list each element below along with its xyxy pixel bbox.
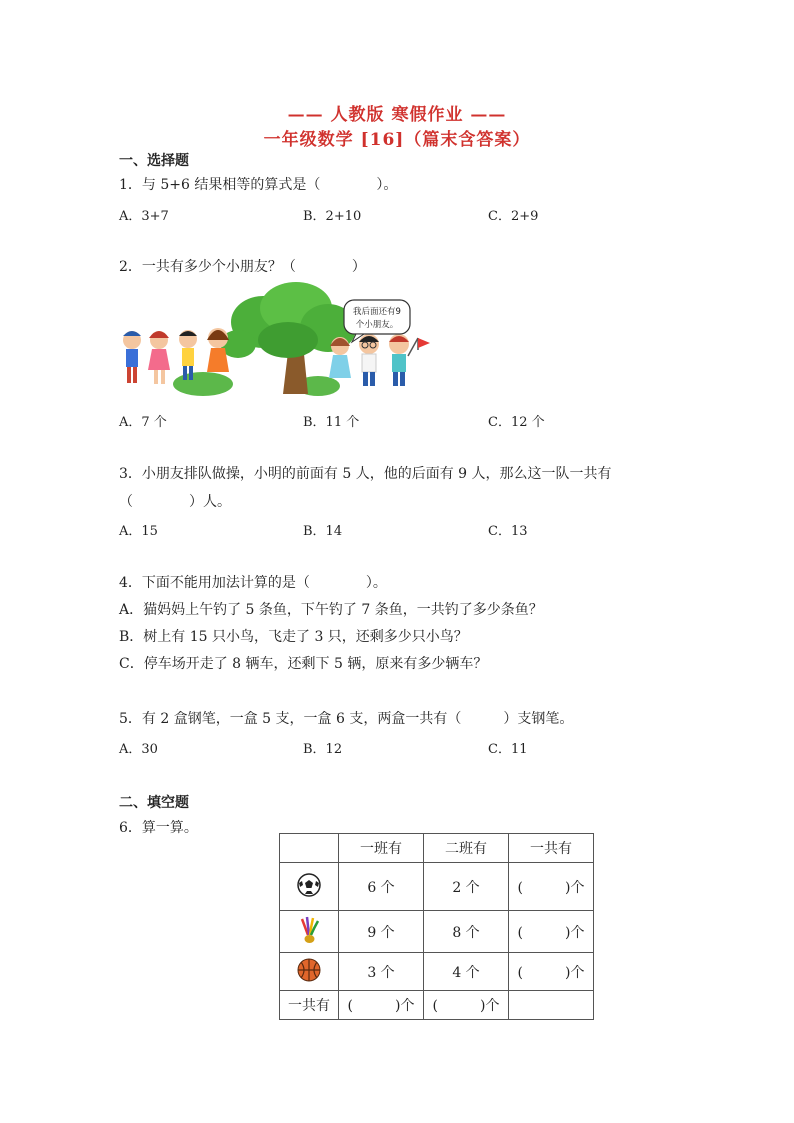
section-heading-fill: 二、填空题	[119, 795, 189, 811]
child-figure	[179, 330, 197, 380]
q3-option-a: A．15	[119, 524, 158, 539]
basketball-icon	[296, 957, 322, 983]
child-figure	[389, 334, 418, 386]
table-cell: 6 个	[339, 863, 424, 911]
table-answer-cell: ( )个	[509, 953, 594, 991]
table-header-cell: 一班有	[339, 834, 424, 863]
child-figure	[359, 334, 379, 386]
table-icon-cell	[280, 953, 339, 991]
table-cell: 8 个	[424, 911, 509, 953]
title-line-2: 一年级数学 [16]（篇末含答案）	[263, 130, 531, 150]
table-row	[280, 953, 594, 991]
q4-option-a: A．猫妈妈上午钓了 5 条鱼，下午钓了 7 条鱼，一共钓了多少条鱼？	[119, 602, 543, 618]
table-cell: 4 个	[424, 953, 509, 991]
table-answer-cell: ( )个	[509, 863, 594, 911]
question-1: 1．与 5+6 结果相等的算式是（ ）。	[119, 177, 398, 193]
section-heading-choice: 一、选择题	[119, 153, 189, 169]
question-4: 4．下面不能用加法计算的是（ ）。	[119, 575, 387, 591]
flag-icon	[418, 338, 430, 350]
q2-option-b: B．11 个	[303, 415, 360, 430]
q2-option-a: A．7 个	[119, 415, 167, 430]
table-header-cell: 二班有	[424, 834, 509, 863]
shuttlecock-icon	[296, 915, 322, 945]
q4-option-b: B．树上有 15 只小鸟，飞走了 3 只，还剩多少只小鸟？	[119, 629, 468, 645]
child-figure	[148, 331, 170, 384]
q1-option-b: B．2+10	[303, 209, 362, 224]
table-icon-cell	[280, 863, 339, 911]
table-corner-cell	[280, 834, 339, 863]
table-icon-cell	[280, 911, 339, 953]
q2-option-c: C．12 个	[488, 415, 545, 430]
table-header-cell: 一共有	[509, 834, 594, 863]
table-empty-cell	[509, 991, 594, 1020]
table-total-label: 一共有	[280, 991, 339, 1020]
table-row	[280, 911, 594, 953]
q3-option-b: B．14	[303, 524, 343, 539]
count-table	[279, 833, 594, 1020]
table-total-row	[280, 991, 594, 1020]
question-5: 5．有 2 盒钢笔，一盒 5 支，一盒 6 支，两盒一共有（ ）支钢笔。	[119, 711, 574, 727]
title-line-1: —— 人教版 寒假作业 ——	[287, 105, 507, 125]
table-answer-cell: ( )个	[509, 911, 594, 953]
table-row	[280, 863, 594, 911]
table-cell: 2 个	[424, 863, 509, 911]
soccer-ball-icon	[296, 872, 322, 898]
q1-option-a: A．3+7	[119, 209, 169, 224]
child-figure	[123, 331, 141, 383]
table-cell: 3 个	[339, 953, 424, 991]
q5-option-b: B．12	[303, 742, 343, 757]
table-answer-cell: ( )个	[424, 991, 509, 1020]
question-3-line-1: 3．小朋友排队做操，小明的前面有 5 人，他的后面有 9 人，那么这一队一共有	[119, 466, 612, 482]
question-6: 6．算一算。	[119, 820, 198, 836]
q1-option-c: C．2+9	[488, 209, 539, 224]
question-2: 2．一共有多少个小朋友？（ ）	[119, 259, 366, 275]
question-3-line-2: （ ）人。	[119, 494, 231, 510]
table-answer-cell: ( )个	[339, 991, 424, 1020]
kids-tree-illustration	[118, 282, 436, 398]
q4-option-c: C．停车场开走了 8 辆车，还剩下 5 辆，原来有多少辆车？	[119, 656, 488, 672]
speech-line-1: 我后面还有9	[353, 307, 401, 317]
table-header-row	[280, 834, 594, 863]
bush-icon	[173, 372, 340, 396]
q5-option-a: A．30	[119, 742, 158, 757]
q3-option-c: C．13	[488, 524, 528, 539]
child-figure	[329, 337, 351, 378]
q5-option-c: C．11	[488, 742, 528, 757]
speech-line-2: 个小朋友。	[355, 320, 399, 330]
table-cell: 9 个	[339, 911, 424, 953]
